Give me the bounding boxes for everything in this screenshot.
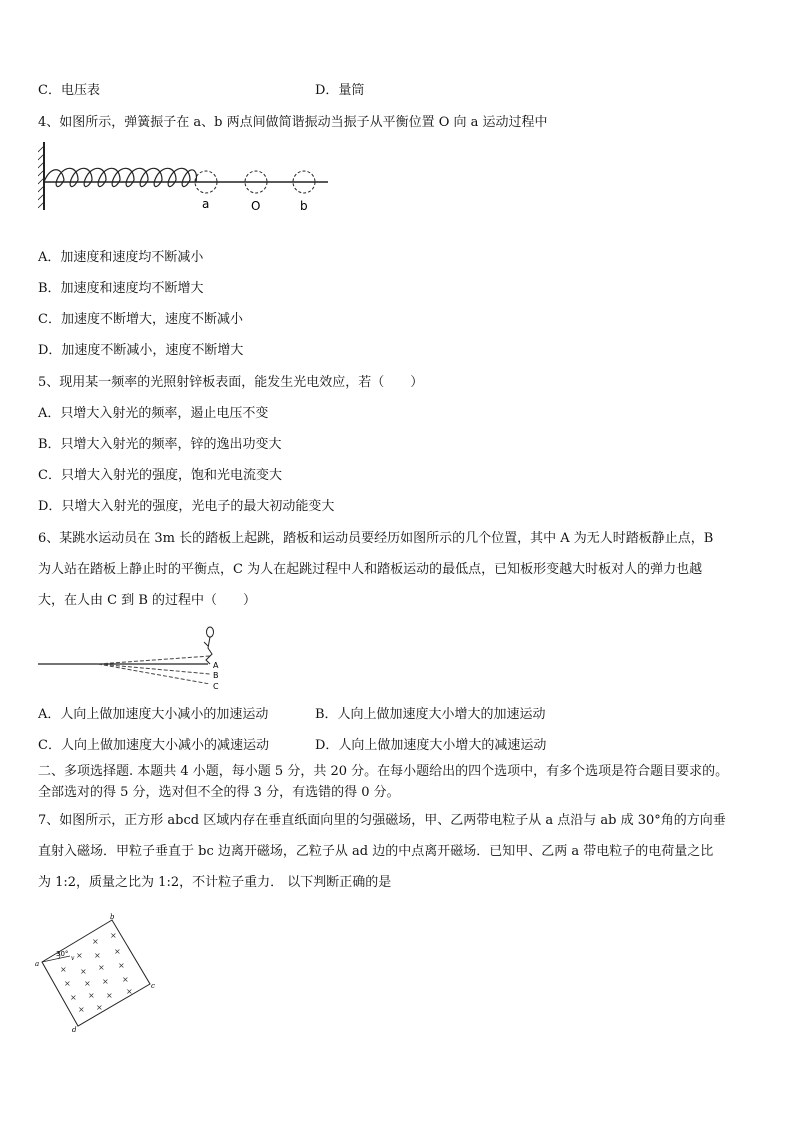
svg-text:×: × — [114, 947, 121, 956]
q4-stem: 4、如图所示，弹簧振子在 a、b 两点间做简谐振动当振子从平衡位置 O 向 a 运动过程中 — [38, 115, 548, 130]
label-a: a — [35, 960, 40, 968]
label-a: a — [202, 197, 210, 211]
svg-text:×: × — [94, 951, 101, 960]
svg-text:×: × — [76, 951, 83, 960]
q4-option-a: A．加速度和速度均不断减小 — [38, 250, 204, 265]
label-angle: 30° — [56, 950, 69, 958]
label-o: O — [251, 199, 261, 213]
svg-text:×: × — [122, 975, 129, 984]
svg-text:×: × — [78, 1005, 85, 1014]
svg-text:×: × — [126, 987, 133, 996]
q4-option-c: C．加速度不断增大，速度不断减小 — [38, 312, 243, 327]
label-C: C — [213, 682, 219, 691]
q5-option-b: B．只增大入射光的频率，锌的逸出功变大 — [38, 437, 282, 452]
label-d: d — [72, 1026, 77, 1034]
svg-text:×: × — [110, 931, 117, 940]
svg-text:×: × — [98, 963, 105, 972]
q4-option-d: D．加速度不断减小，速度不断增大 — [38, 343, 244, 358]
svg-text:×: × — [118, 961, 125, 970]
q6-stem-line3: 大，在人由 C 到 B 的过程中（ ） — [38, 593, 257, 608]
svg-text:×: × — [80, 967, 87, 976]
svg-text:×: × — [106, 991, 113, 1000]
magnetic-field-square-figure — [34, 912, 164, 1034]
svg-text:×: × — [60, 965, 67, 974]
q3-option-c: C．电压表 — [38, 83, 100, 98]
label-v: v — [71, 955, 75, 962]
q6-stem-line1: 6、某跳水运动员在 3m 长的踏板上起跳，踏板和运动员要经历如图所示的几个位置，其中 A 为无人时踏板静止点，B — [38, 531, 714, 546]
svg-text:×: × — [102, 977, 109, 986]
q5-option-d: D．只增大入射光的强度，光电子的最大初动能变大 — [38, 499, 335, 514]
svg-text:×: × — [88, 991, 95, 1000]
svg-text:×: × — [64, 979, 71, 988]
q3-option-d: D．量筒 — [315, 83, 365, 98]
q6-option-d: D．人向上做加速度大小增大的减速运动 — [315, 738, 547, 753]
q5-option-a: A．只增大入射光的频率，遏止电压不变 — [38, 406, 269, 421]
q4-option-b: B．加速度和速度均不断增大 — [38, 281, 204, 296]
q6-stem-line2: 为人站在踏板上静止时的平衡点，C 为人在起跳过程中人和踏板运动的最低点，已知板形变越大时板对人的弹力也越 — [38, 562, 703, 577]
q5-option-c: C．只增大入射光的强度，饱和光电流变大 — [38, 468, 282, 483]
section2-line2: 全部选对的得 5 分，选对但不全的得 3 分，有选错的得 0 分。 — [38, 785, 400, 800]
q6-option-b: B．人向上做加速度大小增大的加速运动 — [315, 707, 546, 722]
q6-option-c: C．人向上做加速度大小减小的减速运动 — [38, 738, 269, 753]
q7-stem-line1: 7、如图所示，正方形 abcd 区域内存在垂直纸面向里的匀强磁场，甲、乙两带电粒子从 a 点沿与 ab 成 30°角的方向垂 — [38, 813, 726, 828]
q6-option-a: A．人向上做加速度大小减小的加速运动 — [38, 707, 269, 722]
svg-text:×: × — [96, 1003, 103, 1012]
section2-line1: 二、多项选择题. 本题共 4 小题，每小题 5 分，共 20 分。在每小题给出的四个选项中，有多个选项是符合题目要求的。 — [38, 764, 729, 779]
q7-stem-line3: 为 1:2，质量之比为 1:2，不计粒子重力． 以下判断正确的是 — [38, 875, 392, 890]
svg-text:×: × — [92, 937, 99, 946]
label-c: c — [151, 982, 155, 990]
q5-stem: 5、现用某一频率的光照射锌板表面，能发生光电效应，若（ ） — [38, 375, 424, 390]
svg-text:×: × — [70, 993, 77, 1002]
label-A: A — [213, 661, 219, 670]
label-B: B — [213, 671, 219, 680]
diving-board-figure — [38, 622, 228, 694]
label-b: b — [110, 913, 115, 921]
spring-oscillator-figure — [38, 140, 338, 214]
label-b: b — [300, 199, 308, 213]
q7-stem-line2: 直射入磁场．甲粒子垂直于 bc 边离开磁场，乙粒子从 ad 边的中点离开磁场．已知甲、乙两 a 带电粒子的电荷量之比 — [38, 844, 714, 859]
svg-text:×: × — [84, 979, 91, 988]
